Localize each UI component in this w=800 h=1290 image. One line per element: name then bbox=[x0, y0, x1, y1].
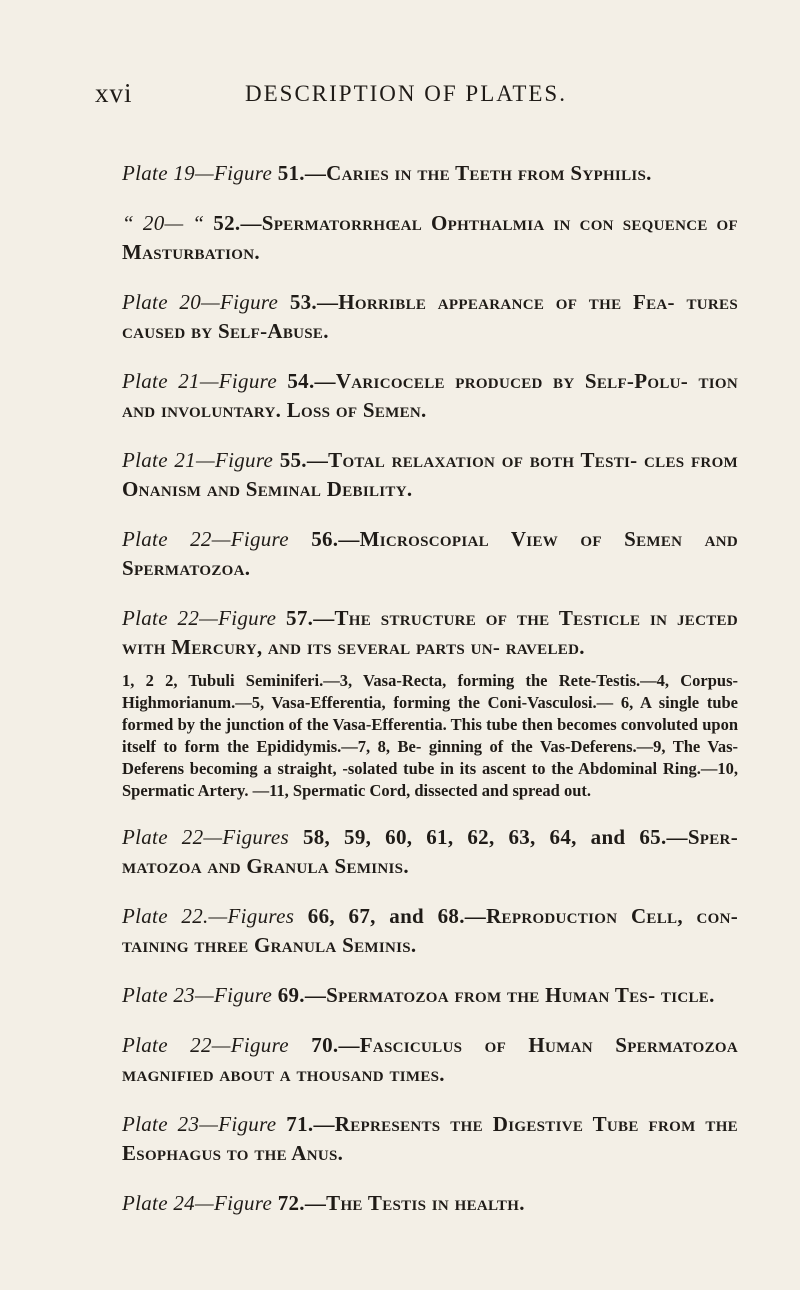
page-number: xvi bbox=[95, 78, 133, 108]
plate-entry: “ 20— “ 52.—Spermatorrhœal Ophthalmia in con sequence of Masturbation. bbox=[122, 211, 738, 264]
plate-entry: Plate 20—Figure 53.—Horrible appearance of the Fea- tures caused by Self-Abuse. bbox=[122, 290, 738, 343]
plate-57-details: 1, 2 2, Tubuli Seminiferi.—3, Vasa-Recta, forming the Rete-Testis.—4, Corpus-Highmorianum.—5, Vasa-Efferentia, forming the Coni-Vasculosi.— 6, A single tube formed by the junction of the Vasa-Efferentia. This tube then becomes convoluted upon itself to form the Epididymis.—7, 8, Be- ginning of the Vas-Deferens.—9, The Vas-Deferens becoming a straight, -solated tube in its ascent to the Abdominal Ring.—10, Spermatic Artery. —11, Spermatic Cord, dissected and spread out. bbox=[122, 671, 738, 800]
plate-entry: Plate 22.—Figures 66, 67, and 68.—Reproduction Cell, con- taining three Granula Seminis. bbox=[122, 904, 738, 957]
plate-entry: Plate 23—Figure 69.—Spermatozoa from the Human Tes- ticle. bbox=[122, 983, 715, 1007]
plate-entry: Plate 21—Figure 54.—Varicocele produced by Self-Polu- tion and involuntary. Loss of Semen. bbox=[122, 369, 738, 422]
plate-entry: Plate 19—Figure 51.—Caries in the Teeth from Syphilis. bbox=[122, 161, 652, 185]
page-header bbox=[95, 78, 735, 108]
plate-entry: Plate 21—Figure 55.—Total relaxation of both Testi- cles from Onanism and Seminal Debility. bbox=[122, 448, 738, 501]
running-title: DESCRIPTION OF PLATES. bbox=[245, 81, 567, 106]
plate-entry: Plate 23—Figure 71.—Represents the Digestive Tube from the Esophagus to the Anus. bbox=[122, 1112, 738, 1165]
plate-entry: Plate 22—Figure 56.—Microscopial View of Semen and Spermatozoa. bbox=[122, 527, 738, 580]
plate-entry: Plate 22—Figure 70.—Fasciculus of Human Spermatozoa magnified about a thousand times. bbox=[122, 1033, 738, 1086]
plate-entry: Plate 22—Figures 58, 59, 60, 61, 62, 63, 64, and 65.—Sper- matozoa and Granula Seminis. bbox=[122, 825, 738, 878]
plate-entry: Plate 22—Figure 57.—The structure of the Testicle in jected with Mercury, and its several parts un- raveled. bbox=[122, 606, 738, 659]
plate-list bbox=[122, 138, 738, 1232]
plate-entry: Plate 24—Figure 72.—The Testis in health. bbox=[122, 1191, 525, 1215]
